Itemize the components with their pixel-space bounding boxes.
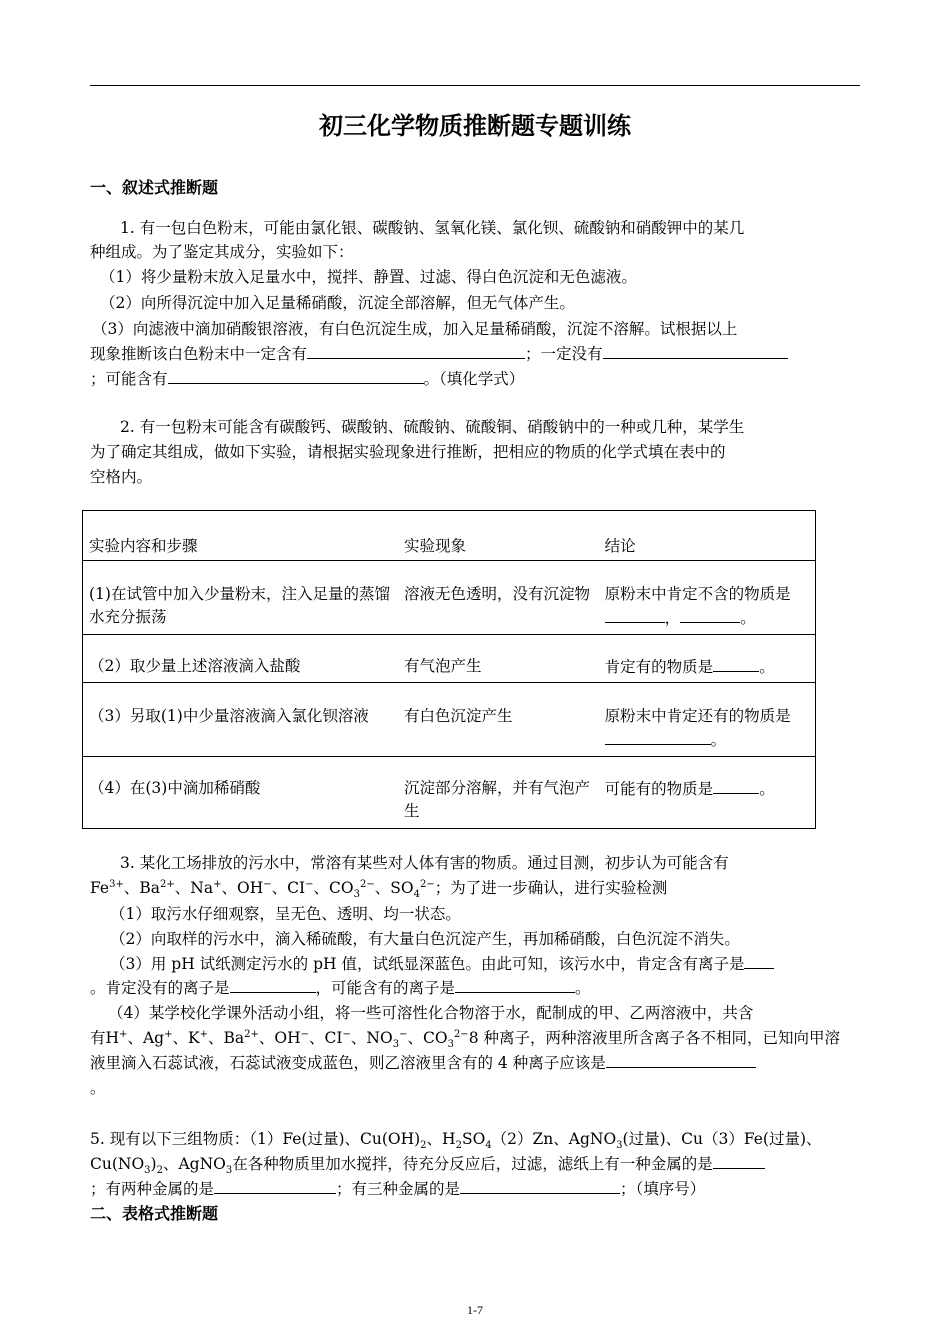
section-heading-narrative: 一、叙述式推断题 bbox=[90, 178, 219, 197]
q3-step-1: （1）取污水仔细观察，呈无色、透明、均一状态。 bbox=[110, 905, 461, 923]
q3-step-3: （3）用 pH 试纸测定污水的 pH 值，试纸显深蓝色。由此可知，该污水中，肯定含有离子是 bbox=[110, 952, 774, 976]
table-row bbox=[83, 635, 816, 683]
q3-step-2: （2）向取样的污水中，滴入稀硫酸，有大量白色沉淀产生，再加稀硝酸，白色沉淀不消失。 bbox=[110, 930, 740, 948]
step-cell: （3）另取(1)中少量溶液滴入氯化钡溶液 bbox=[83, 683, 398, 757]
q5-one-metal-blank[interactable] bbox=[713, 1152, 765, 1169]
q5-line-3: ；有两种金属的是 ；有三种金属的是 ；（填序号） bbox=[90, 1177, 705, 1201]
answer-blank[interactable] bbox=[680, 606, 740, 623]
table-row bbox=[83, 683, 816, 757]
q4-line-1: （4）某学校化学课外活动小组，将一些可溶性化合物溶于水，配制成的甲、乙两溶液中，共含 bbox=[108, 1004, 754, 1022]
q1-line-2: 种组成。为了鉴定其成分，实验如下： bbox=[90, 243, 354, 261]
step-cell: (1)在试管中加入少量粉末，注入足量的蒸馏水充分振荡 bbox=[83, 561, 398, 635]
conclusion-cell: 可能有的物质是 。 bbox=[599, 757, 816, 829]
q5-line-1: 5. 现有以下三组物质：（1）Fe(过量)、$Cu(OH)_2$、$H_2SO_4(2)Zn$、AgNO$_3$(过量)、Cu（3）Fe(过量)、 bbox=[90, 1130, 822, 1152]
document-title: 初三化学物质推断题专题训练 bbox=[319, 112, 631, 140]
q4-line-2: 有H+、Ag+、K+、$Ba^{2+}$、OH−、CI−、$NO_3^-$、$CO_3^{2-}8$ 种离子，两种溶液里所含离子各不相同，已知向甲溶 bbox=[90, 1028, 840, 1051]
q4-line-3: 液里滴入石蕊试液，石蕊试液变成蓝色，则乙溶液里含有的 4 种离子应该是 bbox=[90, 1051, 756, 1075]
q4-ions-blank[interactable] bbox=[606, 1051, 756, 1068]
table-row bbox=[83, 757, 816, 829]
answer-blank[interactable] bbox=[713, 655, 759, 672]
header-steps: 实验内容和步骤 bbox=[83, 511, 398, 561]
page-number: 1-7 bbox=[467, 1303, 483, 1317]
answer-blank[interactable] bbox=[605, 728, 711, 745]
answer-blank[interactable] bbox=[605, 606, 665, 623]
q4-line-4: 。 bbox=[90, 1079, 106, 1097]
header-conclusion: 结论 bbox=[599, 511, 816, 561]
q5-line-2: $Cu(NO_3)_2$、AgNO$_3$在各种物质里加水搅拌，待充分反应后，过滤，滤纸上有一种金属的是 bbox=[90, 1152, 765, 1176]
q1-line-7 bbox=[90, 367, 524, 391]
phenomenon-cell: 有气泡产生 bbox=[398, 635, 599, 683]
table-row bbox=[83, 561, 816, 635]
answer-blank[interactable] bbox=[713, 777, 759, 794]
phenomenon-cell: 沉淀部分溶解，并有气泡产生 bbox=[403, 779, 590, 820]
q3-ion-list: $Fe^{3+}$、$Ba^{2+}$、Na+、OH−、CI−、$CO_3^{2-}$、$SO_4^{2-}$；为了进一步确认，进行实验检测 bbox=[90, 878, 668, 901]
q3-present-ions-blank[interactable] bbox=[744, 952, 774, 969]
q1-must-not-blank[interactable] bbox=[603, 342, 788, 359]
conclusion-cell: 肯定有的物质是 。 bbox=[599, 635, 816, 683]
step-cell: （4）在(3)中滴加稀硝酸 bbox=[89, 779, 261, 797]
q2-line-2: 为了确定其组成，做如下实验，请根据实验现象进行推断，把相应的物质的化学式填在表中的 bbox=[90, 443, 726, 461]
q1-step-2: （2）向所得沉淀中加入足量稀硝酸，沉淀全部溶解，但无气体产生。 bbox=[100, 294, 575, 312]
section-heading-table: 二、表格式推断题 bbox=[90, 1204, 219, 1223]
phenomenon-cell: 有白色沉淀产生 bbox=[398, 683, 599, 757]
q1-must-contain-label: 现象推断该白色粉末中一定含有 bbox=[90, 345, 308, 363]
phenomenon-cell: 溶液无色透明，没有沉淀物 bbox=[398, 561, 599, 635]
q1-must-not-label: ；一定没有 bbox=[525, 345, 603, 363]
q1-step-1: （1）将少量粉末放入足量水中，搅拌、静置、过滤、得白色沉淀和无色滤液。 bbox=[100, 268, 637, 286]
q2-line-3: 空格内。 bbox=[90, 468, 153, 486]
q1-must-contain-blank[interactable] bbox=[307, 342, 525, 359]
q1-fill-hint: 。（填化学式） bbox=[423, 370, 525, 388]
step-cell: （2）取少量上述溶液滴入盐酸 bbox=[83, 635, 398, 683]
header-rule bbox=[90, 85, 860, 86]
q1-line-6 bbox=[90, 342, 788, 366]
q1-step-3: （3）向滤液中滴加硝酸银溶液，有白色沉淀生成，加入足量稀硝酸，沉淀不溶解。试根据以上 bbox=[92, 320, 738, 338]
conclusion-cell: 原粉末中肯定还有的物质是。 bbox=[599, 683, 816, 757]
q3-line-6: 。肯定没有的离子是 ，可能含有的离子是 。 bbox=[90, 976, 591, 1000]
q3-line-1: 3. 某化工场排放的污水中，常溶有某些对人体有害的物质。通过目测，初步认为可能含有 bbox=[120, 854, 729, 872]
header-phenomenon: 实验现象 bbox=[398, 511, 599, 561]
q5-two-metals-blank[interactable] bbox=[214, 1177, 336, 1194]
q2-line-1: 2. 有一包粉末可能含有碳酸钙、碳酸钠、硫酸钠、硫酸铜、硝酸钠中的一种或几种，某学生 bbox=[120, 418, 745, 436]
q3-possible-ions-blank[interactable] bbox=[455, 976, 575, 993]
q3-absent-ions-blank[interactable] bbox=[230, 976, 316, 993]
q1-may-contain-blank[interactable] bbox=[168, 367, 424, 384]
experiment-table bbox=[82, 510, 816, 829]
conclusion-cell: 原粉末中肯定不含的物质是， 。 bbox=[599, 561, 816, 635]
q1-line-1: 1. 有一包白色粉末，可能由氯化银、碳酸钠、氢氧化镁、氯化钡、硫酸钠和硝酸钾中的某几 bbox=[120, 219, 745, 237]
table-header-row bbox=[83, 511, 816, 561]
q5-three-metals-blank[interactable] bbox=[460, 1177, 620, 1194]
q1-may-contain-label: ；可能含有 bbox=[90, 370, 168, 388]
